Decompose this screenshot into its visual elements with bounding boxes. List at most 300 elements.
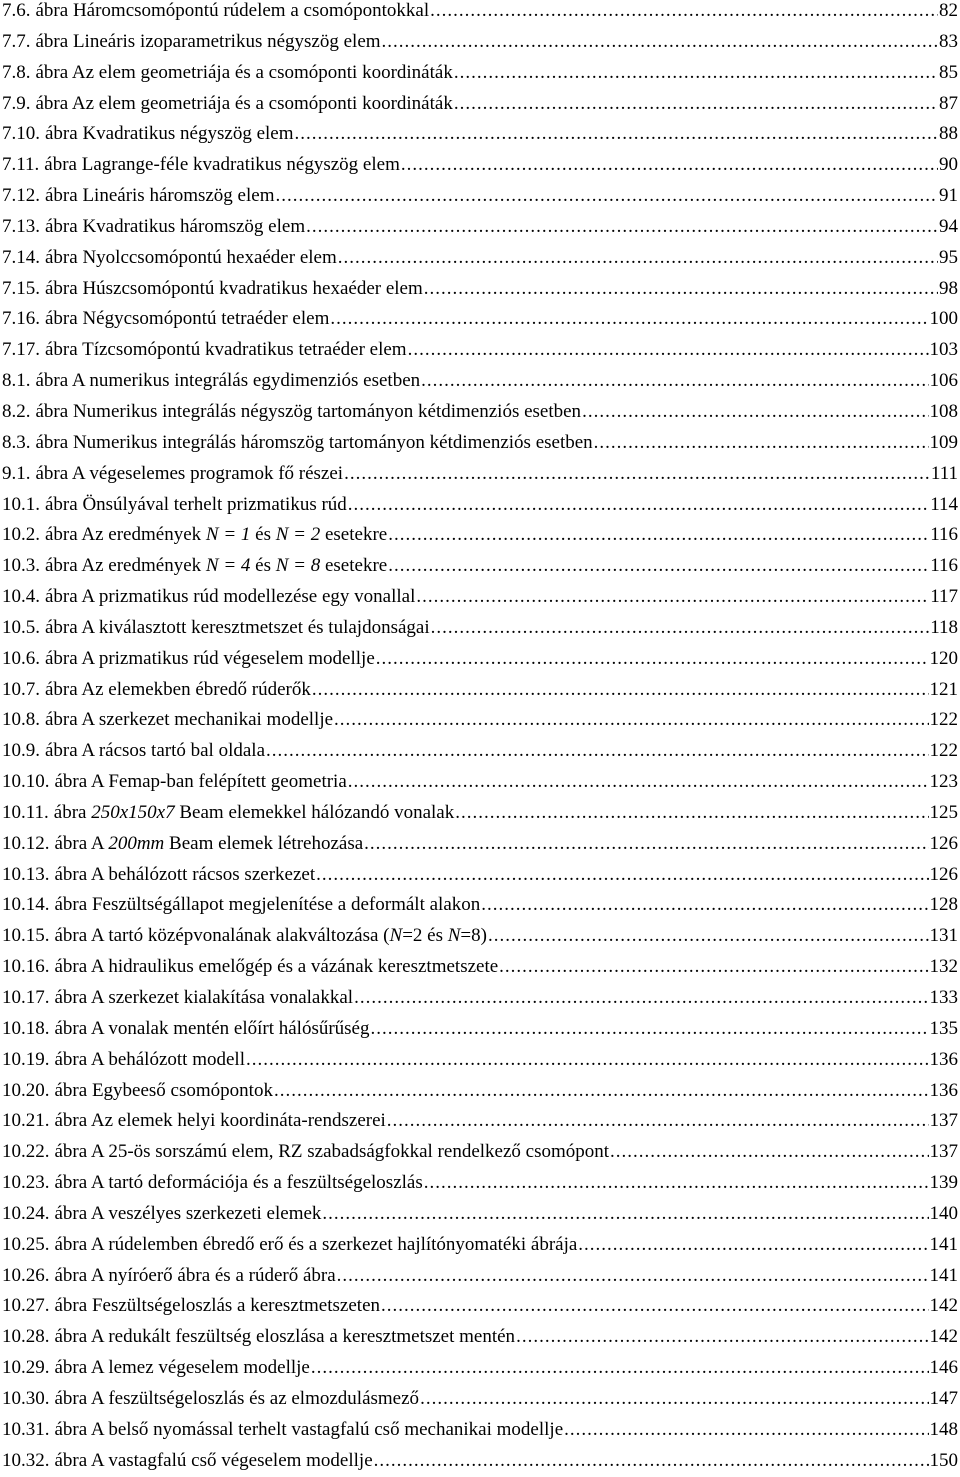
page-number: 95	[939, 246, 958, 268]
figure-number: 7.14.	[2, 246, 40, 268]
page-number: 111	[930, 462, 958, 484]
toc-entry[interactable]	[2, 58, 958, 89]
figure-title-text: ábra A vonalak mentén előírt hálósűrűség	[54, 1017, 370, 1039]
figure-title	[44, 150, 400, 181]
figure-title-text: ábra A feszültségeloszlás és az elmozdulásmező	[54, 1387, 420, 1409]
figure-title	[55, 1291, 381, 1322]
figure-title-text: ábra Numerikus integrálás négyszög tartományon kétdimenziós esetben	[35, 400, 582, 422]
page-number: 140	[929, 1202, 958, 1224]
dot-leader	[388, 520, 929, 551]
toc-entry[interactable]	[2, 459, 958, 490]
toc-entry[interactable]	[2, 89, 958, 120]
figure-title-text: és	[250, 555, 276, 577]
figure-title-text: ábra A rácsos tartó bal oldala	[45, 740, 266, 762]
toc-entry[interactable]	[2, 1353, 958, 1384]
toc-entry[interactable]	[2, 983, 958, 1014]
page-number: 88	[939, 123, 958, 145]
page-number: 123	[929, 771, 958, 793]
page-number: 103	[929, 339, 958, 361]
page-number: 148	[929, 1418, 958, 1440]
figure-number: 10.1.	[2, 493, 40, 515]
figure-title	[55, 1384, 420, 1415]
page-number: 90	[939, 154, 958, 176]
dot-leader	[454, 58, 938, 89]
figure-title-text: ábra Az elem geometriája és a csomóponti koordináták	[35, 92, 453, 114]
figure-title-text: ábra	[53, 801, 92, 823]
page-number: 142	[929, 1326, 958, 1348]
figure-number: 10.11.	[2, 801, 49, 823]
page-number: 128	[929, 894, 958, 916]
page-number: 120	[929, 647, 958, 669]
figure-number: 10.30.	[2, 1387, 50, 1409]
toc-entry[interactable]	[2, 1291, 958, 1322]
figure-title-text: ábra Feszültségállapot megjelenítése a deformált alakon	[54, 894, 481, 916]
dot-leader	[322, 1199, 928, 1230]
figure-title-text: ábra Egybeeső csomópontok	[54, 1079, 273, 1101]
figure-title-text: ábra A tartó középvonalának alakváltozása (	[54, 925, 390, 947]
page-number: 131	[929, 925, 958, 947]
toc-entry[interactable]	[2, 582, 958, 613]
toc-entry[interactable]	[2, 1322, 958, 1353]
figure-title	[45, 582, 415, 613]
dot-leader	[516, 1322, 928, 1353]
figure-title	[45, 304, 329, 335]
figure-title-text: ábra A tartó deformációja és a feszültségeloszlás	[54, 1172, 423, 1194]
figure-number: 7.13.	[2, 215, 40, 237]
toc-entry[interactable]	[2, 1076, 958, 1107]
toc-entry[interactable]	[2, 1014, 958, 1045]
figure-title	[45, 335, 407, 366]
figure-title	[36, 428, 593, 459]
figure-title	[36, 58, 453, 89]
figure-title-text: ábra A behálózott modell	[54, 1048, 245, 1070]
figure-title	[36, 89, 453, 120]
page-number: 117	[930, 586, 958, 608]
figure-title	[55, 829, 364, 860]
figure-number: 10.7.	[2, 678, 40, 700]
dot-leader	[610, 1137, 928, 1168]
toc-entry[interactable]	[2, 1230, 958, 1261]
figure-title	[55, 1415, 564, 1446]
dot-leader	[312, 675, 929, 706]
toc-entry[interactable]	[2, 1415, 958, 1446]
toc-entry[interactable]	[2, 27, 958, 58]
dot-leader	[408, 335, 929, 366]
dot-leader	[499, 952, 928, 983]
toc-entry[interactable]	[2, 335, 958, 366]
figure-number: 10.15.	[2, 925, 50, 947]
page-number: 147	[929, 1387, 958, 1409]
page-number: 116	[930, 555, 958, 577]
toc-entry[interactable]	[2, 1446, 958, 1477]
figure-title	[45, 644, 375, 675]
figure-title	[45, 551, 387, 582]
figure-title-text: ábra A vastagfalú cső végeselem modellje	[54, 1449, 373, 1471]
dot-leader	[306, 212, 938, 243]
toc-entry[interactable]	[2, 181, 958, 212]
figure-title-italic: N	[389, 925, 403, 947]
dot-leader	[582, 397, 928, 428]
figure-title-text: esetekre	[320, 524, 388, 546]
figure-title	[45, 675, 311, 706]
page-number: 108	[929, 400, 958, 422]
figure-title	[55, 1353, 310, 1384]
toc-entry[interactable]	[2, 921, 958, 952]
figure-title-math: N = 2	[275, 524, 321, 546]
figure-number: 10.18.	[2, 1017, 50, 1039]
page-number: 139	[929, 1172, 958, 1194]
dot-leader	[381, 1291, 929, 1322]
page-number: 83	[939, 30, 958, 52]
figure-title	[45, 212, 305, 243]
toc-entry[interactable]	[2, 860, 958, 891]
figure-number: 10.19.	[2, 1048, 50, 1070]
page-number: 82	[939, 0, 958, 21]
toc-entry[interactable]	[2, 551, 958, 582]
toc-entry[interactable]	[2, 1261, 958, 1292]
page-number: 100	[929, 308, 958, 330]
toc-entry[interactable]	[2, 798, 958, 829]
figure-number: 7.8.	[2, 61, 31, 83]
dot-leader	[371, 1014, 929, 1045]
figure-title-text: ábra A 25-ös sorszámú elem, RZ szabadságfokkal rendelkező csomópont	[54, 1141, 610, 1163]
page-number: 109	[929, 431, 958, 453]
figure-title-text: Beam elemek létrehozása	[164, 832, 364, 854]
figure-number: 9.1.	[2, 462, 31, 484]
page-number: 132	[929, 956, 958, 978]
page-number: 136	[929, 1048, 958, 1070]
figure-title-text: ábra A végeselemes programok fő részei	[35, 462, 344, 484]
dot-leader	[376, 644, 929, 675]
page-number: 114	[930, 493, 958, 515]
figure-number: 7.6.	[2, 0, 31, 21]
figure-title	[55, 1014, 370, 1045]
dot-leader	[274, 1076, 929, 1107]
figure-number: 7.17.	[2, 339, 40, 361]
figure-number: 10.26.	[2, 1264, 50, 1286]
figure-number: 10.6.	[2, 647, 40, 669]
page-number: 126	[929, 832, 958, 854]
page-number: 116	[930, 524, 958, 546]
figure-number: 10.32.	[2, 1449, 50, 1471]
dot-leader	[578, 1230, 928, 1261]
figure-title	[45, 243, 337, 274]
page-number: 126	[929, 863, 958, 885]
figure-number: 8.2.	[2, 400, 31, 422]
figure-number: 8.3.	[2, 431, 31, 453]
figure-title-text: ábra A rúdelemben ébredő erő és a szerkezet hajlítónyomatéki ábrája	[54, 1233, 578, 1255]
figure-title	[36, 459, 344, 490]
figure-title-text: ábra A nyíróerő ábra és a rúderő ábra	[54, 1264, 336, 1286]
dot-leader	[594, 428, 929, 459]
dot-leader	[382, 27, 938, 58]
figure-title-text: ábra Feszültségeloszlás a keresztmetszeten	[54, 1295, 380, 1317]
dot-leader	[421, 366, 928, 397]
toc-entry[interactable]	[2, 1384, 958, 1415]
page-number: 122	[929, 740, 958, 762]
figure-number: 10.12.	[2, 832, 50, 854]
page-number: 150	[929, 1449, 958, 1471]
figure-number: 10.2.	[2, 524, 40, 546]
figure-title	[45, 520, 387, 551]
dot-leader	[481, 890, 928, 921]
figure-title	[55, 767, 347, 798]
page-number: 87	[939, 92, 958, 114]
toc-entry[interactable]	[2, 644, 958, 675]
figure-number: 10.13.	[2, 863, 50, 885]
figure-title	[55, 1168, 423, 1199]
toc-entry[interactable]	[2, 767, 958, 798]
figure-title-text: Beam elemekkel hálózandó vonalak	[174, 801, 455, 823]
figure-title	[45, 613, 430, 644]
figure-title-text: ábra Kvadratikus háromszög elem	[45, 215, 306, 237]
figure-number: 10.5.	[2, 616, 40, 638]
figure-title	[45, 274, 423, 305]
toc-entry[interactable]	[2, 1168, 958, 1199]
figure-title	[36, 397, 582, 428]
figure-number: 7.15.	[2, 277, 40, 299]
figure-title-italic: 250x150x7	[91, 801, 175, 823]
figure-number: 10.31.	[2, 1418, 50, 1440]
dot-leader	[311, 1353, 929, 1384]
dot-leader	[334, 705, 928, 736]
figure-title-text: ábra Az eredmények	[45, 524, 206, 546]
figure-number: 10.4.	[2, 586, 40, 608]
figure-title-text: ábra Lineáris háromszög elem	[45, 185, 275, 207]
page-number: 118	[930, 616, 958, 638]
toc-entry[interactable]	[2, 1045, 958, 1076]
figure-number: 10.17.	[2, 987, 50, 1008]
page-number: 125	[929, 801, 958, 823]
toc-entry[interactable]	[2, 675, 958, 706]
page-number: 136	[929, 1079, 958, 1101]
figure-title	[55, 1137, 610, 1168]
dot-leader	[430, 0, 938, 27]
figure-number: 10.3.	[2, 555, 40, 577]
figure-title-text: ábra A redukált feszültség eloszlása a keresztmetszet mentén	[54, 1326, 516, 1348]
dot-leader	[374, 1446, 929, 1477]
toc-entry[interactable]	[2, 304, 958, 335]
figure-number: 8.1.	[2, 370, 31, 392]
dot-leader	[348, 767, 929, 798]
figure-title-text: ábra Tízcsomópontú kvadratikus tetraéder elem	[45, 339, 407, 361]
figure-title-text: ábra Önsúlyával terhelt prizmatikus rúd	[45, 493, 347, 515]
toc-entry[interactable]	[2, 952, 958, 983]
toc-entry[interactable]	[2, 212, 958, 243]
figure-number: 10.29.	[2, 1357, 50, 1379]
figure-title-text: esetekre	[320, 555, 388, 577]
figure-title	[55, 1199, 322, 1230]
figure-title	[55, 921, 487, 952]
dot-leader	[348, 490, 929, 521]
figure-number: 7.7.	[2, 30, 31, 52]
figure-number: 10.25.	[2, 1233, 50, 1255]
toc-entry[interactable]	[2, 613, 958, 644]
toc-entry[interactable]	[2, 1106, 958, 1137]
figure-title-text: ábra Az elem geometriája és a csomóponti koordináták	[35, 61, 453, 83]
figure-title-text: ábra Négycsomópontú tetraéder elem	[45, 308, 330, 330]
dot-leader	[338, 243, 938, 274]
toc-entry[interactable]	[2, 736, 958, 767]
dot-leader	[295, 119, 939, 150]
toc-entry[interactable]	[2, 1199, 958, 1230]
dot-leader	[424, 1168, 929, 1199]
figure-title	[36, 27, 381, 58]
figure-title	[55, 860, 316, 891]
figure-title-text: ábra Az elemek helyi koordináta-rendszerei	[54, 1110, 386, 1132]
toc-entry[interactable]	[2, 119, 958, 150]
figure-title-text: =2 és	[402, 925, 448, 947]
figure-number: 10.23.	[2, 1172, 50, 1194]
figure-title	[55, 1322, 516, 1353]
figure-number: 7.11.	[2, 154, 40, 176]
figure-title-text: ábra A behálózott rácsos szerkezet	[54, 863, 316, 885]
page-number: 106	[929, 370, 958, 392]
figure-title-math: N = 8	[275, 555, 321, 577]
toc-entry[interactable]	[2, 705, 958, 736]
figure-title-text: ábra Az elemekben ébredő rúderők	[45, 678, 311, 700]
dot-leader	[344, 459, 930, 490]
toc-entry[interactable]	[2, 490, 958, 521]
figure-title-text: ábra Az eredmények	[45, 555, 206, 577]
page-number: 137	[929, 1110, 958, 1132]
dot-leader	[488, 921, 929, 952]
dot-leader	[275, 181, 938, 212]
figure-number: 10.9.	[2, 740, 40, 762]
toc-entry[interactable]	[2, 243, 958, 274]
dot-leader	[364, 829, 928, 860]
figure-number: 10.22.	[2, 1141, 50, 1163]
dot-leader	[416, 582, 929, 613]
toc-entry[interactable]	[2, 0, 958, 27]
figure-title-text: ábra A szerkezet mechanikai modellje	[45, 709, 334, 731]
figure-title	[55, 952, 499, 983]
figure-title-text: ábra A veszélyes szerkezeti elemek	[54, 1202, 322, 1224]
dot-leader	[424, 274, 938, 305]
toc-entry[interactable]	[2, 274, 958, 305]
figure-number: 10.14.	[2, 894, 50, 916]
figure-title	[45, 181, 274, 212]
toc-entry[interactable]	[2, 150, 958, 181]
page-number: 121	[929, 678, 958, 700]
page-number: 133	[929, 987, 958, 1008]
figure-title-italic: 200mm	[108, 832, 165, 854]
figure-title-text: ábra Lineáris izoparametrikus négyszög elem	[35, 30, 381, 52]
dot-leader	[420, 1384, 928, 1415]
figure-title-text: ábra A	[54, 832, 109, 854]
figure-title-math: N = 4	[205, 555, 251, 577]
figure-number: 7.16.	[2, 308, 40, 330]
figure-title-text: és	[250, 524, 276, 546]
dot-leader	[387, 1106, 929, 1137]
dot-leader	[337, 1261, 929, 1292]
page-number: 122	[929, 709, 958, 731]
page-number: 146	[929, 1357, 958, 1379]
figure-number: 10.21.	[2, 1110, 50, 1132]
toc-entry[interactable]	[2, 366, 958, 397]
figure-title-text: ábra A prizmatikus rúd végeselem modellje	[45, 647, 375, 669]
figure-title-text: ábra A belső nyomással terhelt vastagfalú cső mechanikai modellje	[54, 1418, 564, 1440]
page-number: 141	[929, 1233, 958, 1255]
figure-title-text: ábra A numerikus integrálás egydimenziós esetben	[35, 370, 421, 392]
page-number: 85	[939, 61, 958, 83]
figure-title	[55, 1106, 386, 1137]
figure-title-text: ábra Nyolccsomópontú hexaéder elem	[45, 246, 337, 268]
toc-entry[interactable]	[2, 1137, 958, 1168]
figure-title-math: N = 1	[205, 524, 251, 546]
figure-title	[36, 0, 430, 27]
figure-title-text: ábra Háromcsomópontú rúdelem a csomópontokkal	[35, 0, 430, 21]
page-number: 94	[939, 215, 958, 237]
dot-leader	[266, 736, 928, 767]
figure-title	[55, 1446, 373, 1477]
dot-leader	[564, 1415, 928, 1446]
figure-title	[55, 1045, 245, 1076]
dot-leader	[431, 613, 930, 644]
figure-number: 10.10.	[2, 771, 50, 793]
dot-leader	[455, 798, 928, 829]
toc-entry[interactable]	[2, 829, 958, 860]
figure-title-text: ábra A Femap-ban felépített geometria	[54, 771, 347, 793]
page-number: 142	[929, 1295, 958, 1317]
figure-number: 10.16.	[2, 956, 50, 978]
figure-number: 10.28.	[2, 1326, 50, 1348]
page-number: 137	[929, 1141, 958, 1163]
dot-leader	[454, 89, 938, 120]
figure-title-text: ábra A prizmatikus rúd modellezése egy vonallal	[45, 586, 416, 608]
figure-title	[45, 490, 347, 521]
figure-number: 10.8.	[2, 709, 40, 731]
dot-leader	[246, 1045, 929, 1076]
dot-leader	[401, 150, 938, 181]
figure-title	[36, 366, 421, 397]
figure-number: 7.12.	[2, 185, 40, 207]
figure-title-text: ábra Húszcsomópontú kvadratikus hexaéder elem	[45, 277, 423, 299]
toc-entry[interactable]	[2, 890, 958, 921]
figure-number: 10.20.	[2, 1079, 50, 1101]
figure-title	[55, 1261, 336, 1292]
toc-entry[interactable]	[2, 397, 958, 428]
figure-title-text: ábra Numerikus integrálás háromszög tartományon kétdimenziós esetben	[35, 431, 593, 453]
page-number: 135	[929, 1017, 958, 1039]
page-number: 98	[939, 277, 958, 299]
toc-entry[interactable]	[2, 428, 958, 459]
figure-title	[55, 1230, 578, 1261]
figure-title-text: ábra A hidraulikus emelőgép és a vázának keresztmetszete	[54, 956, 499, 978]
figure-number: 7.9.	[2, 92, 31, 114]
figure-number: 10.24.	[2, 1202, 50, 1224]
figure-title-italic: N	[447, 925, 461, 947]
figure-title	[55, 1076, 273, 1107]
figure-title-text: ábra Kvadratikus négyszög elem	[45, 123, 294, 145]
figure-title-text: ábra A szerkezet kialakítása vonalakkal	[54, 987, 354, 1008]
figure-title-text: ábra A kiválasztott keresztmetszet és tulajdonságai	[45, 616, 430, 638]
figure-title	[45, 736, 265, 767]
figure-number: 10.27.	[2, 1295, 50, 1317]
figure-title-text: ábra A lemez végeselem modellje	[54, 1357, 310, 1379]
figure-title	[55, 983, 354, 1014]
dot-leader	[316, 860, 928, 891]
figure-title	[45, 119, 294, 150]
dot-leader	[388, 551, 929, 582]
figure-title	[45, 705, 333, 736]
toc-entry[interactable]	[2, 520, 958, 551]
figure-title-text: ábra Lagrange-féle kvadratikus négyszög elem	[44, 154, 400, 176]
figure-title	[54, 798, 454, 829]
figure-title	[55, 890, 481, 921]
figure-title-text: =8)	[460, 925, 487, 947]
page-number: 141	[929, 1264, 958, 1286]
